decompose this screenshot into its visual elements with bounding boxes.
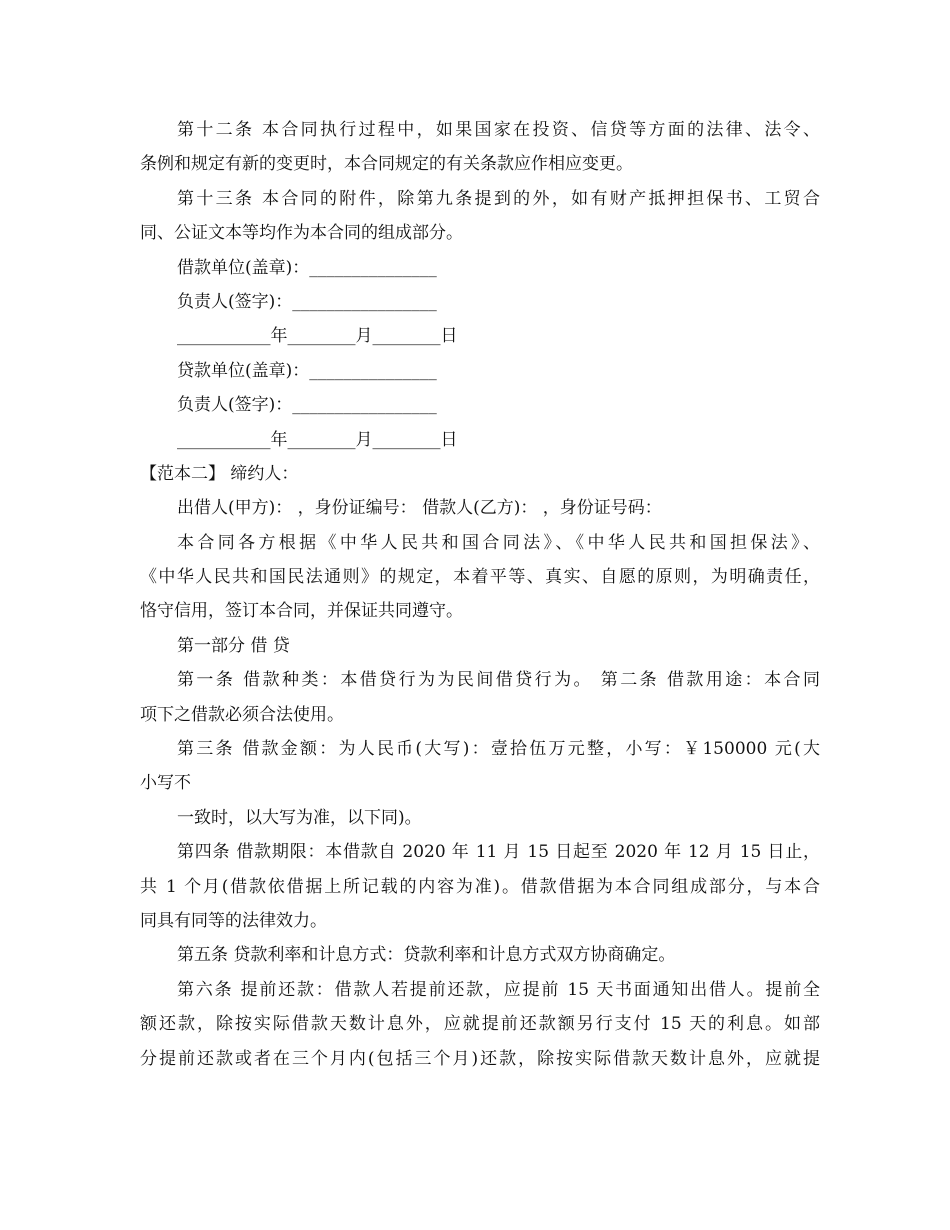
text-line: 额还款，除按实际借款天数计息外，应就提前还款额另行支付 15 天的利息。如部: [140, 1014, 820, 1035]
text-line: 第一部分 借 贷: [177, 635, 290, 656]
text-line: 第六条 提前还款：借款人若提前还款，应提前 15 天书面通知出借人。提前全: [177, 979, 820, 1000]
text-line: 同、公证文本等均作为本合同的组成部分。: [140, 223, 463, 244]
text-line: 第四条 借款期限：本借款自 2020 年 11 月 15 日起至 2020 年 12 月 15 日止，: [177, 842, 820, 863]
text-line: 第五条 贷款利率和计息方式：贷款利率和计息方式双方协商确定。: [177, 945, 676, 966]
text-line: 《中华人民共和国民法通则》的规定，本着平等、真实、自愿的原则，为明确责任，: [140, 567, 820, 588]
text-line: ___________年________月________日: [177, 429, 458, 450]
text-line: 贷款单位(盖章)：_______________: [177, 360, 437, 381]
text-line: 条例和规定有新的变更时，本合同规定的有关条款应作相应变更。: [140, 154, 633, 175]
text-line: 本合同各方根据《中华人民共和国合同法》、《中华人民共和国担保法》、: [177, 532, 820, 553]
text-line: 分提前还款或者在三个月内(包括三个月)还款，除按实际借款天数计息外，应就提: [140, 1048, 820, 1069]
text-line: 第十三条 本合同的附件，除第九条提到的外，如有财产抵押担保书、工贸合: [177, 188, 820, 209]
text-line: 恪守信用，签订本合同，并保证共同遵守。: [140, 601, 463, 622]
text-line: 项下之借款必须合法使用。: [140, 704, 344, 725]
text-line: 第一条 借款种类：本借贷行为为民间借贷行为。 第二条 借款用途：本合同: [177, 670, 820, 691]
text-line: 负责人(签字)：_________________: [177, 395, 437, 416]
text-line: ___________年________月________日: [177, 326, 458, 347]
text-line: 出借人(甲方)： ，身份证编号： 借款人(乙方)： ，身份证号码：: [177, 498, 662, 519]
text-line: 共 1 个月(借款依借据上所记载的内容为准)。借款借据为本合同组成部分，与本合: [140, 876, 820, 897]
text-line: 同具有同等的法律效力。: [140, 910, 327, 931]
text-line: 负责人(签字)：_________________: [177, 291, 437, 312]
text-line: 借款单位(盖章)：_______________: [177, 257, 437, 278]
text-line: 小写不: [140, 773, 191, 794]
text-line: 【范本二】 缔约人：: [140, 463, 299, 484]
document-page: [140, 113, 820, 1076]
text-line: 一致时，以大写为准，以下同)。: [177, 807, 422, 828]
text-line: 第三条 借款金额：为人民币(大写)：壹拾伍万元整，小写：￥150000 元(大: [177, 739, 820, 760]
text-line: 第十二条 本合同执行过程中，如果国家在投资、信贷等方面的法律、法令、: [177, 120, 820, 140]
